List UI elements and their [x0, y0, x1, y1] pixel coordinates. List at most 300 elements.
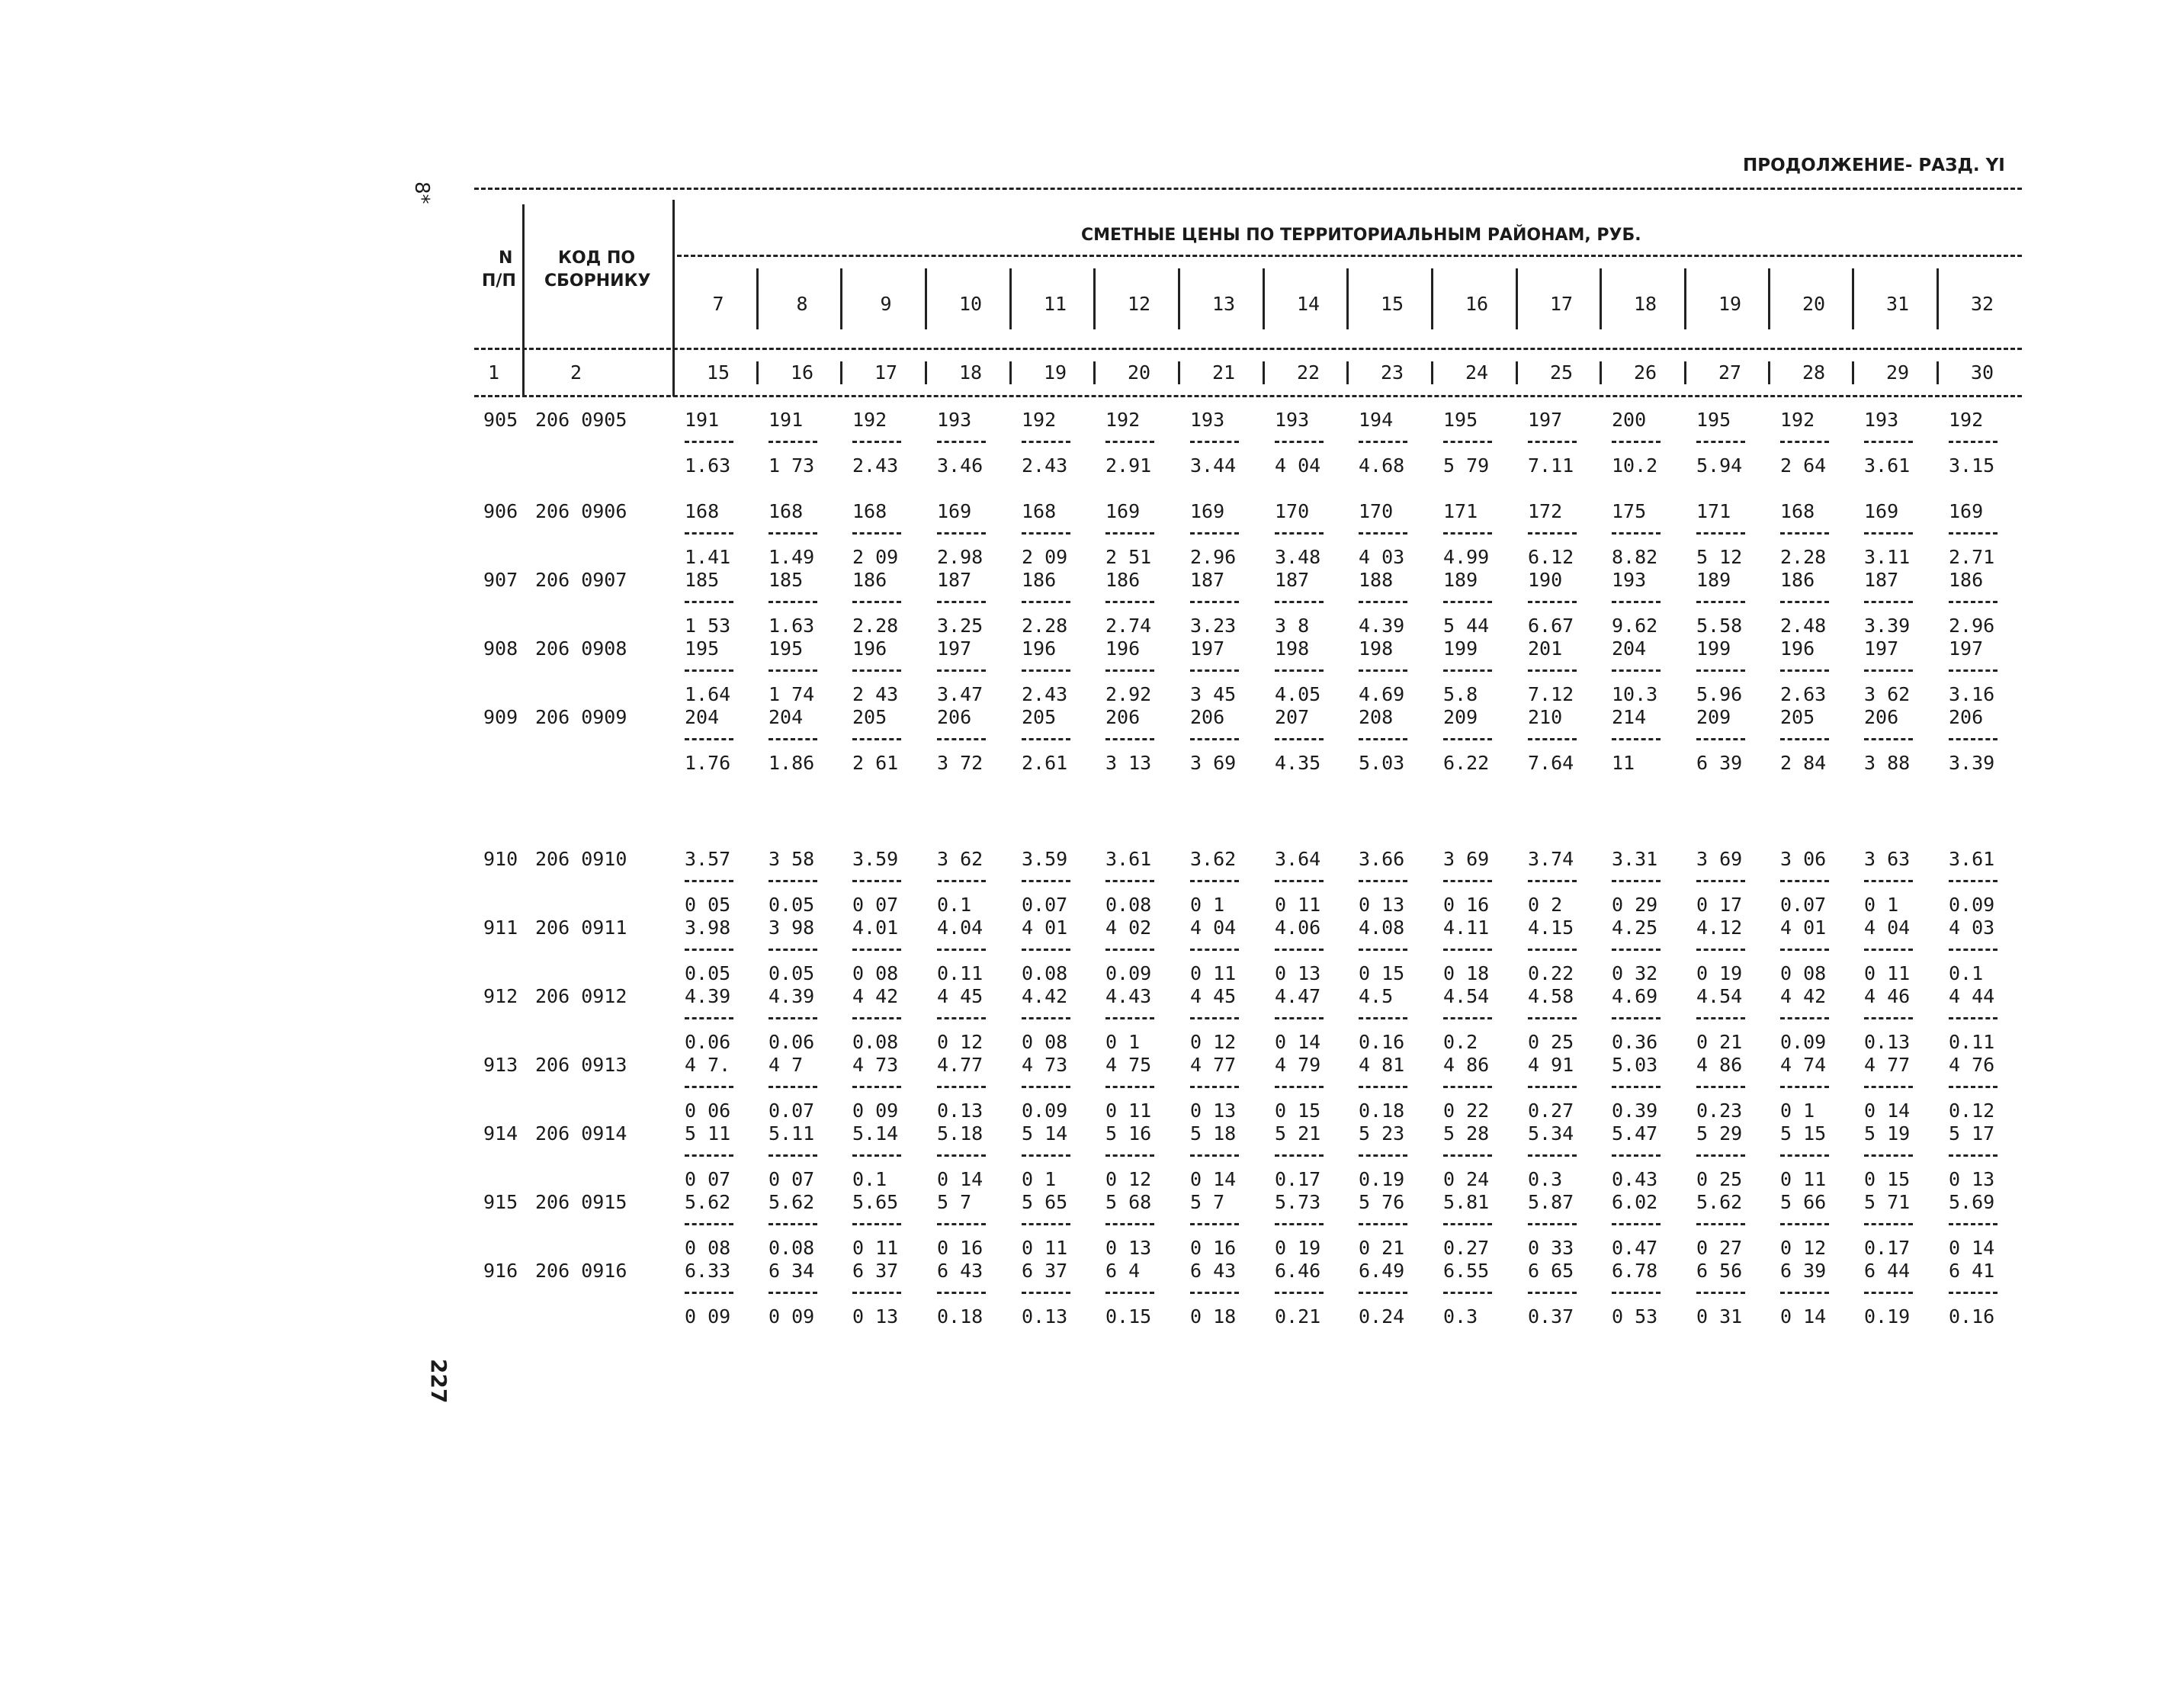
price-value: 6.02: [1612, 1191, 1658, 1213]
price-value: 206: [1864, 706, 1899, 728]
price-value: 6.49: [1359, 1260, 1405, 1282]
fraction-line: [1359, 1292, 1407, 1294]
price-value: 3.25: [937, 615, 984, 637]
price-value: 3 58: [769, 848, 815, 870]
price-value: 0 13: [1359, 894, 1405, 916]
price-value: 0.21: [1275, 1305, 1321, 1328]
fraction-line: [685, 669, 733, 672]
fraction-line: [685, 1223, 733, 1225]
column-index: 30: [1970, 361, 1994, 384]
price-value: 5 7: [937, 1191, 972, 1213]
price-value: 10.3: [1612, 683, 1658, 705]
fraction-line: [937, 1017, 986, 1019]
fraction-line: [1190, 669, 1239, 672]
region-header: 7: [712, 293, 724, 315]
price-value: 204: [769, 706, 804, 728]
price-value: 5.34: [1528, 1122, 1574, 1145]
price-value: 0 14: [1864, 1100, 1911, 1122]
column-index: 23: [1380, 361, 1404, 384]
price-value: 2.74: [1105, 615, 1152, 637]
fraction-line: [1696, 532, 1745, 535]
price-value: 0 08: [1022, 1031, 1068, 1053]
fraction-line: [769, 1292, 817, 1294]
price-value: 4 04: [1275, 454, 1321, 477]
price-value: 172: [1528, 500, 1563, 522]
price-value: 5.62: [769, 1191, 815, 1213]
fraction-line: [1612, 949, 1661, 951]
fraction-line: [1275, 1086, 1324, 1088]
fraction-line: [1528, 1017, 1577, 1019]
fraction-line: [852, 532, 901, 535]
price-value: 0 09: [685, 1305, 731, 1328]
price-value: 206: [937, 706, 972, 728]
price-value: 187: [1275, 569, 1310, 591]
fraction-line: [1780, 880, 1829, 882]
fraction-line: [1105, 1086, 1154, 1088]
price-value: 4 7: [769, 1054, 804, 1076]
column-index: 19: [1043, 361, 1067, 384]
price-value: 0 12: [937, 1031, 984, 1053]
price-value: 169: [1190, 500, 1225, 522]
price-value: 196: [1780, 637, 1815, 660]
fraction-line: [1443, 880, 1492, 882]
fraction-line: [1443, 669, 1492, 672]
fraction-line: [769, 1086, 817, 1088]
price-value: 3.98: [685, 917, 731, 939]
region-header: 18: [1633, 293, 1657, 315]
fraction-line: [685, 880, 733, 882]
price-value: 3.39: [1864, 615, 1911, 637]
price-value: 185: [769, 569, 804, 591]
price-value: 3 62: [1864, 683, 1911, 705]
fraction-line: [1864, 669, 1913, 672]
price-value: 0.17: [1275, 1168, 1321, 1190]
price-value: 5.11: [769, 1122, 815, 1145]
price-value: 197: [1949, 637, 1984, 660]
price-value: 0 07: [769, 1168, 815, 1190]
row-number: 913: [483, 1054, 518, 1076]
fraction-line: [1949, 1154, 1997, 1157]
fraction-line: [852, 1223, 901, 1225]
row-number: 907: [483, 569, 518, 591]
price-value: 4.54: [1443, 985, 1490, 1007]
price-value: 5.73: [1275, 1191, 1321, 1213]
fraction-line: [1864, 1017, 1913, 1019]
index-bottom-rule: [474, 395, 2022, 397]
fraction-line: [1190, 532, 1239, 535]
fraction-line: [852, 1086, 901, 1088]
price-value: 2.63: [1780, 683, 1827, 705]
price-value: 0 08: [1780, 962, 1827, 984]
fraction-line: [1528, 1292, 1577, 1294]
price-value: 0.09: [1949, 894, 1995, 916]
fraction-line: [1190, 1086, 1239, 1088]
fraction-line: [1528, 601, 1577, 603]
price-value: 4 7.: [685, 1054, 731, 1076]
price-value: 0.05: [769, 894, 815, 916]
fraction-line: [852, 880, 901, 882]
price-value: 195: [769, 637, 804, 660]
price-value: 0.07: [769, 1100, 815, 1122]
fraction-line: [1949, 1017, 1997, 1019]
fraction-line: [1443, 1223, 1492, 1225]
row-number: 905: [483, 409, 518, 431]
row-number: 914: [483, 1122, 518, 1145]
price-value: 2.28: [1780, 546, 1827, 568]
price-value: 198: [1359, 637, 1394, 660]
fraction-line: [1612, 441, 1661, 443]
fraction-line: [1275, 949, 1324, 951]
price-value: 6.12: [1528, 546, 1574, 568]
price-value: 0 14: [1275, 1031, 1321, 1053]
row-code: 206 0908: [535, 637, 627, 660]
fraction-line: [1864, 601, 1913, 603]
price-value: 3 62: [937, 848, 984, 870]
price-value: 0 12: [1780, 1237, 1827, 1259]
fraction-line: [1190, 601, 1239, 603]
price-value: 3 06: [1780, 848, 1827, 870]
price-value: 0.1: [937, 894, 972, 916]
price-value: 0 27: [1696, 1237, 1743, 1259]
region-header: 10: [958, 293, 983, 315]
fraction-line: [769, 669, 817, 672]
region-header: 12: [1127, 293, 1151, 315]
price-value: 206: [1105, 706, 1141, 728]
row-code: 206 0911: [535, 917, 627, 939]
price-value: 0 08: [685, 1237, 731, 1259]
price-value: 3.59: [1022, 848, 1068, 870]
column-index: 21: [1211, 361, 1236, 384]
fraction-line: [1105, 669, 1154, 672]
price-value: 0 05: [685, 894, 731, 916]
price-value: 4 45: [937, 985, 984, 1007]
price-value: 0 07: [852, 894, 899, 916]
column-index: 16: [790, 361, 814, 384]
price-value: 0 14: [1949, 1237, 1995, 1259]
price-value: 171: [1696, 500, 1731, 522]
price-value: 5 17: [1949, 1122, 1995, 1145]
column-index: 18: [958, 361, 983, 384]
price-value: 0 32: [1612, 962, 1658, 984]
fraction-line: [1275, 1223, 1324, 1225]
price-value: 3 88: [1864, 752, 1911, 774]
fraction-line: [1105, 880, 1154, 882]
fraction-line: [1696, 949, 1745, 951]
price-value: 7.64: [1528, 752, 1574, 774]
fraction-line: [1105, 738, 1154, 740]
fraction-line: [1949, 669, 1997, 672]
fraction-line: [1443, 1292, 1492, 1294]
fraction-line: [1864, 441, 1913, 443]
fraction-line: [852, 949, 901, 951]
fraction-line: [1696, 880, 1745, 882]
price-value: 2.71: [1949, 546, 1995, 568]
price-value: 3.47: [937, 683, 984, 705]
fraction-line: [937, 669, 986, 672]
price-value: 0.1: [852, 1168, 887, 1190]
fraction-line: [1275, 880, 1324, 882]
price-value: 0 25: [1696, 1168, 1743, 1190]
price-value: 168: [1780, 500, 1815, 522]
price-value: 6.46: [1275, 1260, 1321, 1282]
fraction-line: [1780, 532, 1829, 535]
price-value: 0.39: [1612, 1100, 1658, 1122]
price-value: 0 11: [1190, 962, 1237, 984]
fraction-line: [852, 441, 901, 443]
price-value: 0.05: [685, 962, 731, 984]
price-value: 0 24: [1443, 1168, 1490, 1190]
price-value: 4 81: [1359, 1054, 1405, 1076]
fraction-line: [685, 949, 733, 951]
price-value: 4.54: [1696, 985, 1743, 1007]
header-code-line1: КОД ПО: [558, 249, 636, 268]
fraction-line: [1443, 949, 1492, 951]
region-header: 31: [1885, 293, 1910, 315]
price-value: 6.33: [685, 1260, 731, 1282]
price-value: 0.13: [1022, 1305, 1068, 1328]
fraction-line: [1949, 880, 1997, 882]
price-value: 196: [852, 637, 887, 660]
price-value: 0 11: [852, 1237, 899, 1259]
fraction-line: [1780, 738, 1829, 740]
price-value: 2.61: [1022, 752, 1068, 774]
price-value: 186: [1949, 569, 1984, 591]
price-value: 3.15: [1949, 454, 1995, 477]
price-value: 169: [1864, 500, 1899, 522]
price-value: 4 75: [1105, 1054, 1152, 1076]
fraction-line: [1022, 532, 1070, 535]
fraction-line: [1105, 1223, 1154, 1225]
price-value: 5.96: [1696, 683, 1743, 705]
price-value: 0 09: [769, 1305, 815, 1328]
fraction-line: [1022, 1086, 1070, 1088]
fraction-line: [769, 1154, 817, 1157]
price-value: 0.09: [1105, 962, 1152, 984]
price-value: 6.55: [1443, 1260, 1490, 1282]
price-value: 192: [1105, 409, 1141, 431]
price-value: 6 34: [769, 1260, 815, 1282]
fraction-line: [769, 601, 817, 603]
continuation-label: ПРОДОЛЖЕНИЕ- РАЗД. YI: [1743, 156, 2005, 175]
price-value: 2 51: [1105, 546, 1152, 568]
price-value: 175: [1612, 500, 1647, 522]
fraction-line: [1359, 669, 1407, 672]
column-index: 17: [874, 361, 898, 384]
price-value: 2 61: [852, 752, 899, 774]
fraction-line: [1528, 738, 1577, 740]
price-value: 193: [937, 409, 972, 431]
price-value: 7.12: [1528, 683, 1574, 705]
price-value: 210: [1528, 706, 1563, 728]
fraction-line: [1190, 1154, 1239, 1157]
price-value: 4 03: [1949, 917, 1995, 939]
price-value: 4.04: [937, 917, 984, 939]
price-value: 0.09: [1780, 1031, 1827, 1053]
price-value: 4 79: [1275, 1054, 1321, 1076]
price-value: 2.98: [937, 546, 984, 568]
fraction-line: [1780, 669, 1829, 672]
price-value: 5.03: [1612, 1054, 1658, 1076]
price-value: 4 76: [1949, 1054, 1995, 1076]
price-value: 214: [1612, 706, 1647, 728]
fraction-line: [1696, 1086, 1745, 1088]
fraction-line: [1359, 1154, 1407, 1157]
fraction-line: [769, 949, 817, 951]
fraction-line: [1359, 1086, 1407, 1088]
row-code: 206 0914: [535, 1122, 627, 1145]
price-value: 10.2: [1612, 454, 1658, 477]
fraction-line: [1022, 880, 1070, 882]
price-value: 0 31: [1696, 1305, 1743, 1328]
fraction-line: [937, 532, 986, 535]
price-value: 5 16: [1105, 1122, 1152, 1145]
header-bottom-rule: [474, 348, 2022, 350]
row-code: 206 0916: [535, 1260, 627, 1282]
row-code: 206 0915: [535, 1191, 627, 1213]
price-value: 1 74: [769, 683, 815, 705]
price-value: 3.11: [1864, 546, 1911, 568]
fraction-line: [1443, 441, 1492, 443]
region-header: 19: [1718, 293, 1742, 315]
price-value: 0 1: [1105, 1031, 1141, 1053]
fraction-line: [1275, 441, 1324, 443]
price-value: 0.2: [1443, 1031, 1478, 1053]
price-value: 196: [1022, 637, 1057, 660]
price-value: 1 53: [685, 615, 731, 637]
price-value: 0.16: [1359, 1031, 1405, 1053]
price-value: 201: [1528, 637, 1563, 660]
fraction-line: [1780, 1292, 1829, 1294]
column-index: 15: [706, 361, 730, 384]
fraction-line: [1359, 441, 1407, 443]
price-value: 197: [1190, 637, 1225, 660]
price-value: 6 37: [1022, 1260, 1068, 1282]
price-value: 3.62: [1190, 848, 1237, 870]
price-value: 4 91: [1528, 1054, 1574, 1076]
price-value: 4 42: [1780, 985, 1827, 1007]
row-code: 206 0907: [535, 569, 627, 591]
price-value: 0 13: [852, 1305, 899, 1328]
price-value: 186: [852, 569, 887, 591]
price-value: 4 02: [1105, 917, 1152, 939]
price-value: 5 11: [685, 1122, 731, 1145]
price-value: 2.92: [1105, 683, 1152, 705]
price-value: 0.19: [1359, 1168, 1405, 1190]
price-value: 4.39: [1359, 615, 1405, 637]
price-value: 0 14: [1190, 1168, 1237, 1190]
price-value: 0 11: [1864, 962, 1911, 984]
page-number: 227: [426, 1359, 451, 1404]
price-value: 0 1: [1022, 1168, 1057, 1190]
fraction-line: [1105, 949, 1154, 951]
price-value: 4.69: [1612, 985, 1658, 1007]
fraction-line: [852, 1292, 901, 1294]
fraction-line: [769, 738, 817, 740]
price-value: 5 23: [1359, 1122, 1405, 1145]
price-value: 0 13: [1275, 962, 1321, 984]
price-value: 4.08: [1359, 917, 1405, 939]
fraction-line: [937, 1292, 986, 1294]
price-value: 0 16: [1190, 1237, 1237, 1259]
fraction-line: [1612, 1292, 1661, 1294]
fraction-line: [1275, 1292, 1324, 1294]
price-value: 205: [1022, 706, 1057, 728]
fraction-line: [1612, 669, 1661, 672]
price-value: 1.63: [685, 454, 731, 477]
fraction-line: [1780, 1154, 1829, 1157]
column-divider: [522, 204, 525, 396]
fraction-line: [769, 532, 817, 535]
fraction-line: [685, 441, 733, 443]
price-value: 4.35: [1275, 752, 1321, 774]
price-value: 197: [937, 637, 972, 660]
price-value: 6 37: [852, 1260, 899, 1282]
price-value: 191: [769, 409, 804, 431]
fraction-line: [937, 1086, 986, 1088]
price-value: 3.57: [685, 848, 731, 870]
price-value: 4.12: [1696, 917, 1743, 939]
price-value: 204: [1612, 637, 1647, 660]
price-value: 6 56: [1696, 1260, 1743, 1282]
price-value: 5.81: [1443, 1191, 1490, 1213]
price-value: 9.62: [1612, 615, 1658, 637]
price-value: 3.46: [937, 454, 984, 477]
fraction-line: [937, 1154, 986, 1157]
price-value: 0 12: [1190, 1031, 1237, 1053]
price-value: 188: [1359, 569, 1394, 591]
price-value: 4.58: [1528, 985, 1574, 1007]
fraction-line: [1612, 1223, 1661, 1225]
price-value: 191: [685, 409, 720, 431]
fraction-line: [1612, 880, 1661, 882]
price-value: 4 04: [1864, 917, 1911, 939]
price-value: 2.96: [1190, 546, 1237, 568]
price-value: 186: [1780, 569, 1815, 591]
row-code: 206 0905: [535, 409, 627, 431]
price-value: 6 43: [937, 1260, 984, 1282]
corner-mark: 8*: [410, 181, 433, 204]
fraction-line: [1022, 669, 1070, 672]
fraction-line: [1864, 532, 1913, 535]
price-value: 3.64: [1275, 848, 1321, 870]
price-value: 3 69: [1190, 752, 1237, 774]
header-n: N: [499, 249, 513, 268]
price-value: 4.43: [1105, 985, 1152, 1007]
price-value: 0.07: [1780, 894, 1827, 916]
price-value: 186: [1022, 569, 1057, 591]
price-value: 7.11: [1528, 454, 1574, 477]
price-value: 0 1: [1864, 894, 1899, 916]
price-value: 0.08: [1022, 962, 1068, 984]
price-value: 205: [1780, 706, 1815, 728]
price-value: 4 77: [1190, 1054, 1237, 1076]
price-value: 169: [1949, 500, 1984, 522]
price-value: 2 43: [852, 683, 899, 705]
price-value: 193: [1612, 569, 1647, 591]
price-value: 0 25: [1528, 1031, 1574, 1053]
price-value: 5 7: [1190, 1191, 1225, 1213]
price-value: 0 11: [1275, 894, 1321, 916]
price-value: 5.14: [852, 1122, 899, 1145]
fraction-line: [1359, 880, 1407, 882]
fraction-line: [852, 1154, 901, 1157]
price-value: 5 28: [1443, 1122, 1490, 1145]
price-value: 0 11: [1022, 1237, 1068, 1259]
price-value: 4 44: [1949, 985, 1995, 1007]
price-value: 3 69: [1696, 848, 1743, 870]
price-value: 187: [937, 569, 972, 591]
price-value: 5 65: [1022, 1191, 1068, 1213]
